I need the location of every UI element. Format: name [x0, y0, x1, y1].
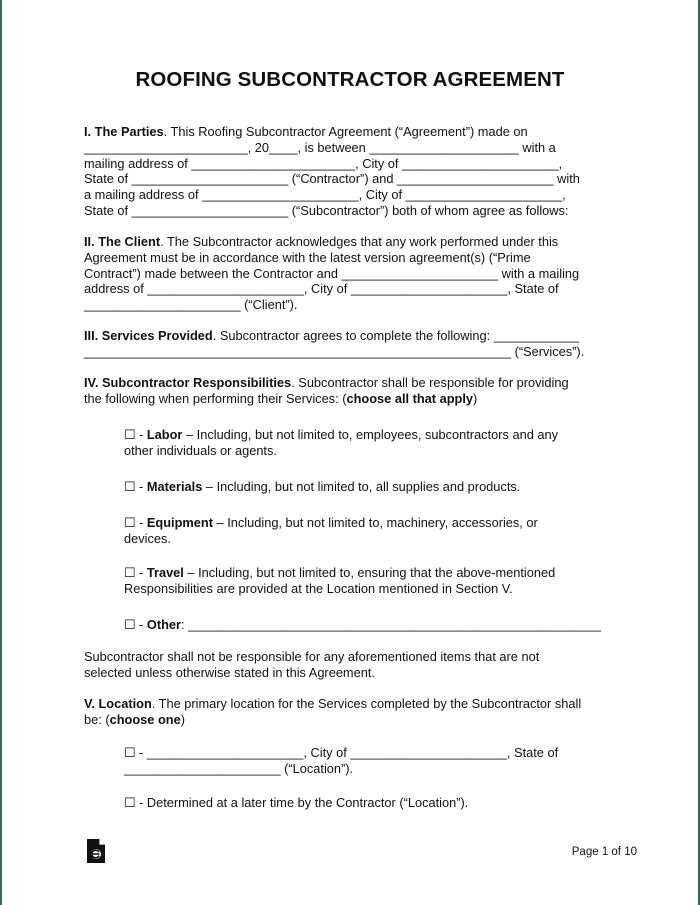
- client-text: . The Subcontractor acknowledges that any work performed under this: [160, 234, 559, 249]
- location-later-text: ☐ - Determined at a later time by the Contractor (“Location”).: [124, 795, 469, 810]
- services-line: ____________________________________________________________ (“Services”).: [84, 343, 585, 359]
- services-text: . Subcontractor agrees to complete the following: ____________: [212, 328, 580, 343]
- location-text: . The primary location for the Services completed by the Subcontractor shall: [151, 696, 582, 711]
- labor-text: other individuals or agents.: [124, 442, 277, 458]
- location-address-line: ☐ - ______________________, City of ______________________, State of: [124, 745, 559, 760]
- section-services: [84, 328, 624, 360]
- responsibilities-heading: IV. Subcontractor Responsibilities: [84, 375, 292, 390]
- equipment-text: – Including, but not limited to, machinery, accessories, or: [212, 515, 538, 530]
- responsibilities-note: [84, 649, 624, 681]
- option-materials: [124, 479, 624, 495]
- materials-label: Materials: [146, 479, 203, 494]
- responsibilities-text: ): [473, 390, 478, 406]
- section-parties: [84, 124, 624, 219]
- labor-text: – Including, but not limited to, employees, subcontractors and any: [182, 427, 559, 442]
- travel-checkbox[interactable]: ☐ -: [124, 565, 147, 580]
- client-line: Agreement must be in accordance with the latest version agreement(s) (“Prime: [84, 249, 531, 265]
- page-number: Page 1 of 10: [571, 846, 637, 858]
- labor-checkbox[interactable]: ☐ -: [124, 427, 147, 442]
- equipment-text: devices.: [124, 530, 171, 546]
- client-line: Contract”) made between the Contractor and ______________________ with a mailing: [84, 265, 580, 281]
- other-label: Other: [146, 617, 181, 632]
- document-title: ROOFING SUBCONTRACTOR AGREEMENT: [135, 68, 565, 91]
- equipment-checkbox[interactable]: ☐ -: [124, 515, 147, 530]
- location-address-line: ______________________ (“Location”).: [124, 760, 354, 776]
- option-travel: [124, 565, 624, 597]
- parties-text: . This Roofing Subcontractor Agreement (“Agreement”) made on: [163, 124, 528, 139]
- note-text: Subcontractor shall not be responsible for any aforementioned items that are not: [84, 649, 540, 664]
- location-text: be: (: [84, 711, 110, 727]
- choose-one-label: choose one: [109, 711, 181, 727]
- eforms-logo-icon: [86, 838, 106, 864]
- equipment-label: Equipment: [146, 515, 213, 530]
- location-heading: V. Location: [84, 696, 152, 711]
- location-text: ): [180, 711, 185, 727]
- location-option-later[interactable]: [124, 795, 624, 811]
- section-client: [84, 234, 624, 313]
- responsibilities-text: the following when performing their Services: (: [84, 390, 347, 406]
- option-equipment: [124, 515, 624, 547]
- services-heading: III. Services Provided: [84, 328, 213, 343]
- note-text: selected unless otherwise stated in this Agreement.: [84, 664, 375, 680]
- choose-all-label: choose all that apply: [346, 390, 474, 406]
- labor-label: Labor: [146, 427, 183, 442]
- travel-label: Travel: [146, 565, 184, 580]
- other-checkbox[interactable]: ☐ -: [124, 617, 147, 632]
- materials-checkbox[interactable]: ☐ -: [124, 479, 147, 494]
- parties-line: State of ______________________ (“Subcontractor”) both of whom agree as follows:: [84, 202, 569, 218]
- parties-line: State of ______________________ (“Contractor”) and ______________________ with: [84, 171, 580, 187]
- option-other: [124, 617, 624, 633]
- travel-text: Responsibilities are provided at the Location mentioned in Section V.: [124, 580, 513, 596]
- option-labor: [124, 427, 624, 459]
- other-field[interactable]: : __________________________________________________________: [181, 617, 601, 632]
- client-heading: II. The Client: [84, 234, 161, 249]
- travel-text: – Including, but not limited to, ensuring that the above-mentioned: [183, 565, 556, 580]
- section-responsibilities: [84, 375, 624, 407]
- client-line: address of ______________________, City of ______________________, State of: [84, 281, 559, 297]
- parties-line: _______________________, 20____, is between _____________________ with a: [84, 139, 556, 155]
- materials-text: – Including, but not limited to, all supplies and products.: [202, 479, 521, 494]
- client-line: ______________________ (“Client”).: [84, 297, 298, 313]
- parties-heading: I. The Parties: [84, 124, 164, 139]
- parties-line: mailing address of _______________________, City of ______________________,: [84, 155, 563, 171]
- location-option-address[interactable]: [124, 745, 624, 777]
- section-location: [84, 696, 624, 728]
- parties-line: a mailing address of ______________________, City of ______________________,: [84, 187, 566, 203]
- responsibilities-text: . Subcontractor shall be responsible for providing: [291, 375, 569, 390]
